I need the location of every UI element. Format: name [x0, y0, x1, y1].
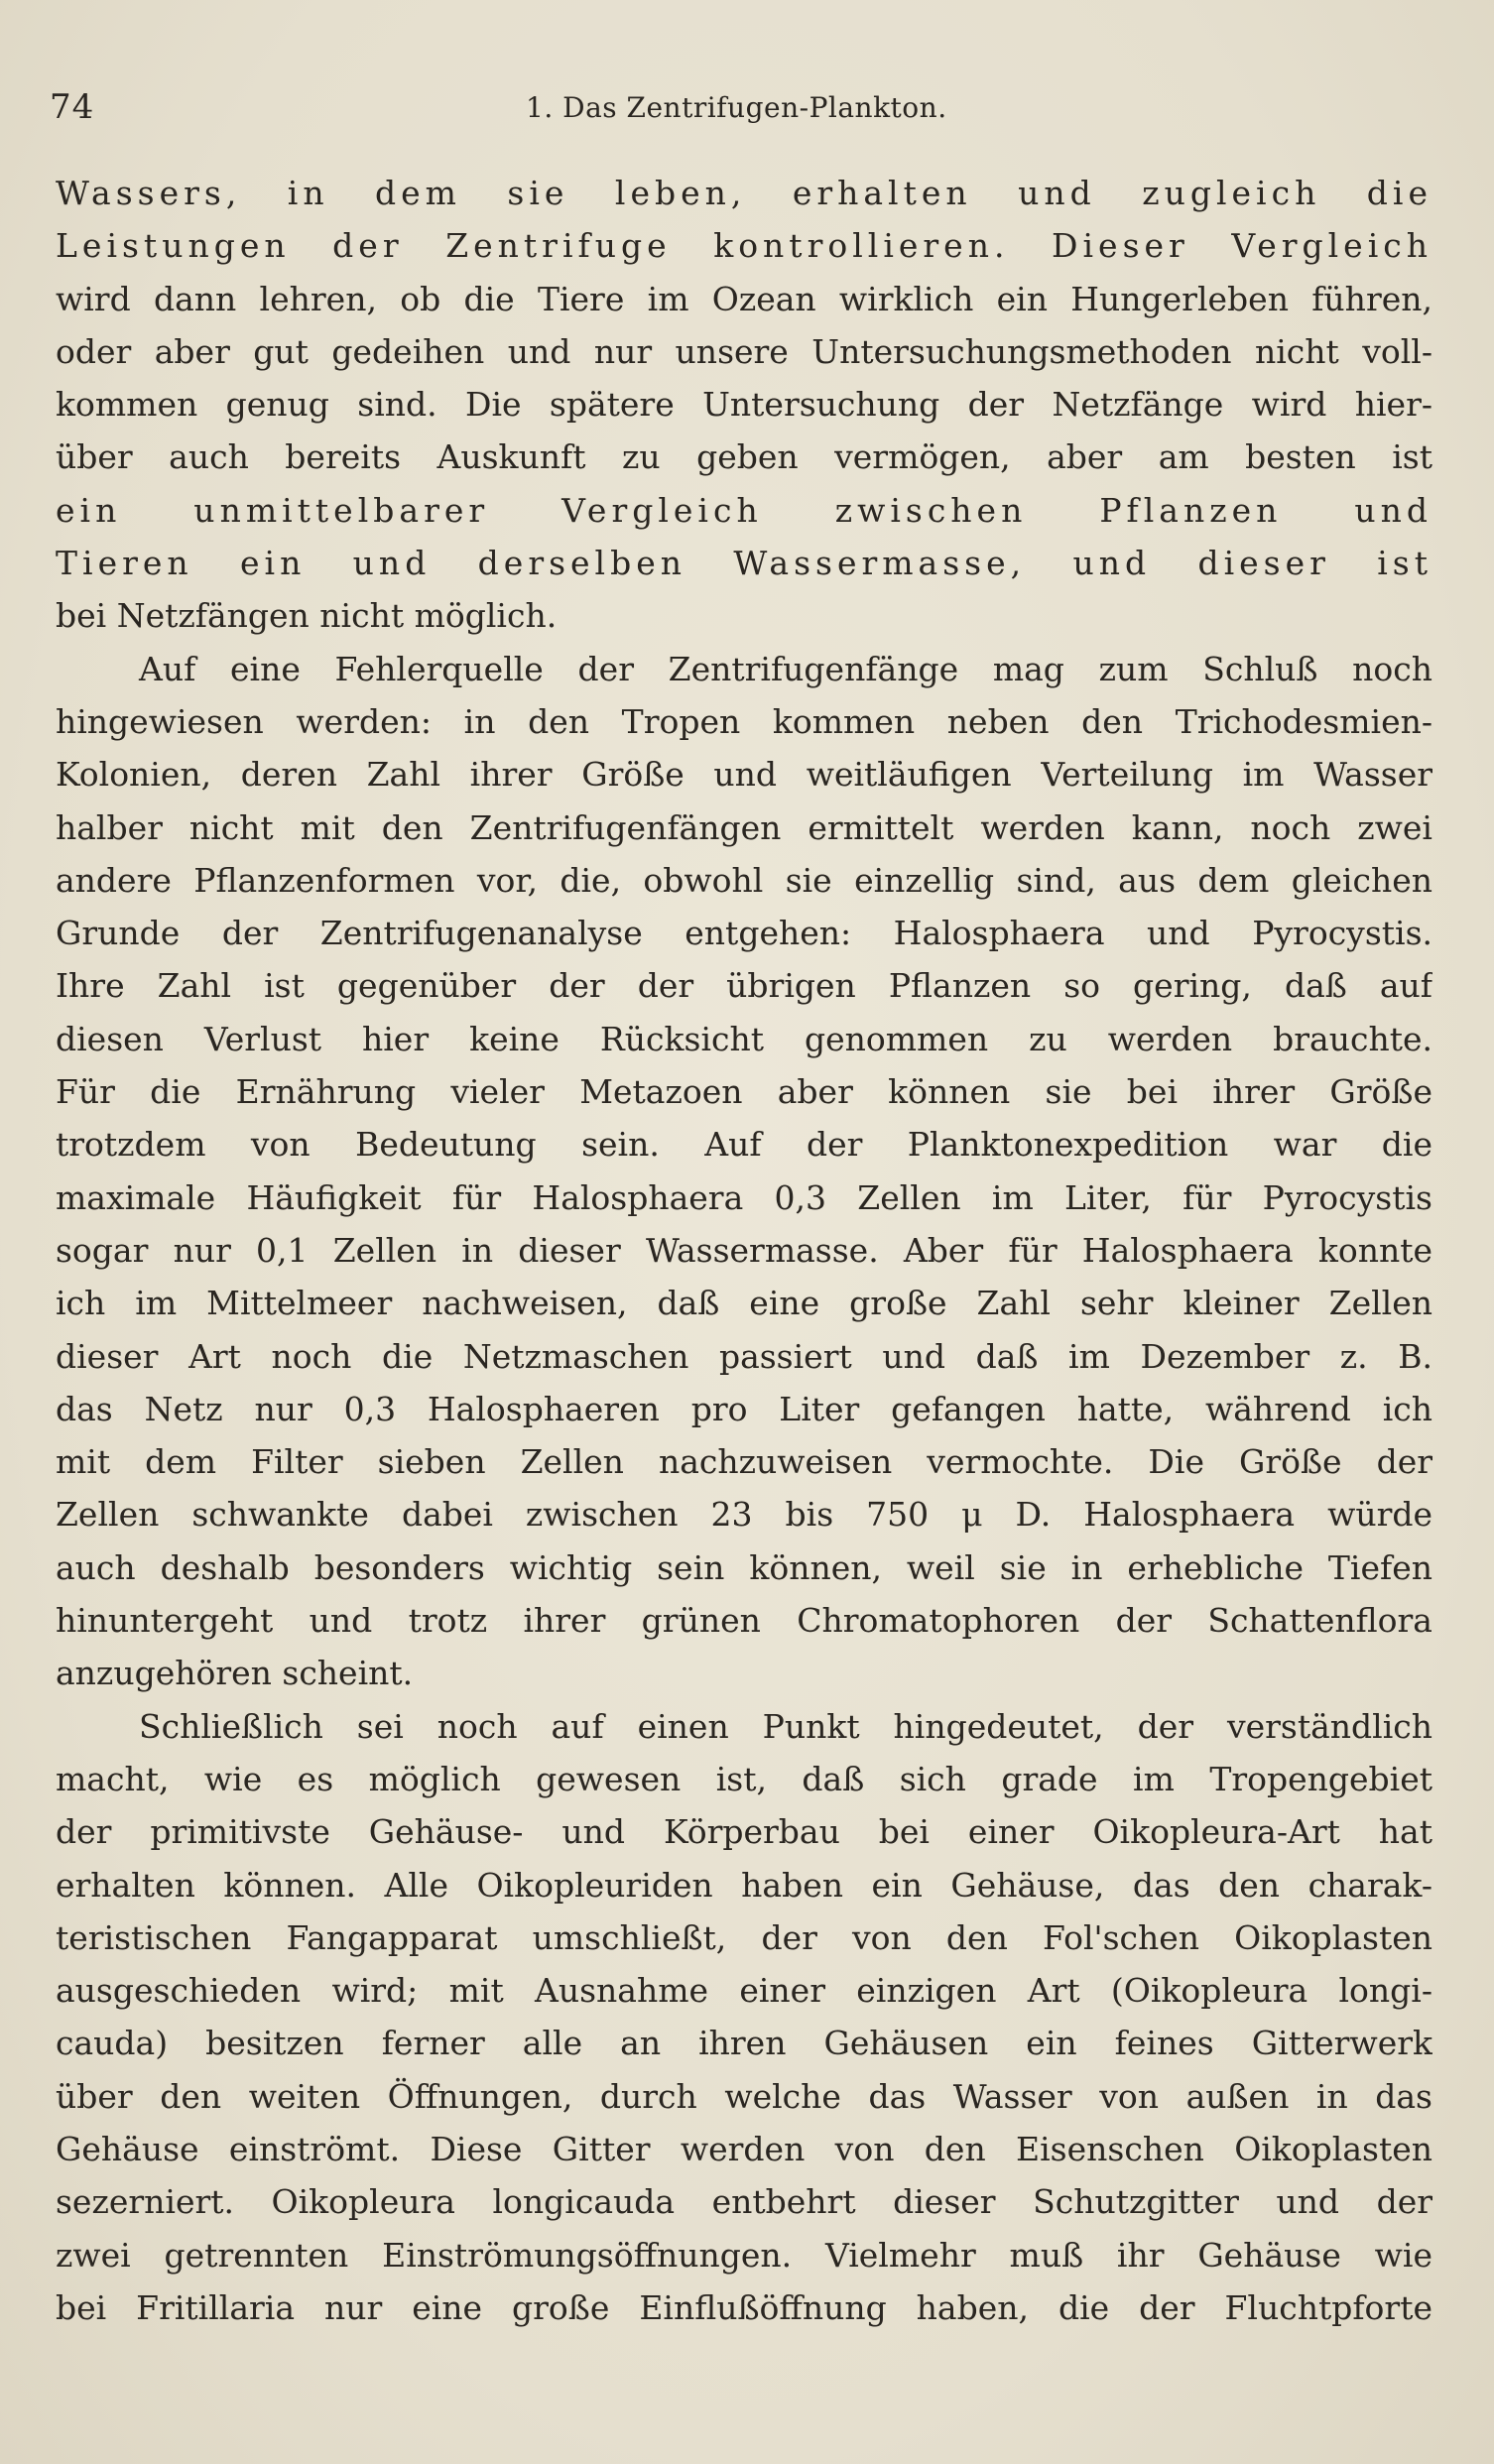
text-line: mit dem Filter sieben Zellen nachzuweisen vermochte. Die Größe der [56, 1442, 1432, 1482]
text-line: diesen Verlust hier keine Rücksicht genommen zu werden brauchte. [56, 1019, 1432, 1058]
text-line: ich im Mittelmeer nachweisen, daß eine große Zahl sehr kleiner Zellen [56, 1284, 1432, 1323]
paragraph-3 [56, 1700, 1432, 2335]
text-line: auch deshalb besonders wichtig sein können, weil sie in erhebliche Tiefen [56, 1547, 1432, 1587]
text-line: sogar nur 0,1 Zellen in dieser Wassermasse. Aber für Halosphaera konnte [56, 1230, 1432, 1270]
text-line: anzugehören scheint. [56, 1654, 414, 1693]
text-line: maximale Häufigkeit für Halosphaera 0,3 Zellen im Liter, für Pyrocystis [56, 1177, 1432, 1217]
text-line: Zellen schwankte dabei zwischen 23 bis 750 μ D. Halosphaera würde [56, 1495, 1432, 1535]
text-line: cauda) besitzen ferner alle an ihren Gehäusen ein feines Gitterwerk [56, 2024, 1432, 2063]
text-line: Für die Ernährung vieler Metazoen aber können sie bei ihrer Größe [56, 1072, 1432, 1112]
text-line: Kolonien, deren Zahl ihrer Größe und weitläufigen Verteilung im Wasser [56, 755, 1432, 795]
text-line: halber nicht mit den Zentrifugenfängen ermittelt werden kann, noch zwei [56, 807, 1432, 847]
text-line: trotzdem von Bedeutung sein. Auf der Planktonexpedition war die [56, 1125, 1432, 1165]
text-line: über den weiten Öffnungen, durch welche das Wasser von außen in das [56, 2076, 1432, 2116]
text-line: ausgeschieden wird; mit Ausnahme einer einzigen Art (Oikopleura longi- [56, 1971, 1432, 2011]
paragraph-2 [56, 643, 1432, 1700]
page-number: 74 [50, 87, 95, 127]
text-line: bei Fritillaria nur eine große Einflußöffnung haben, die der Fluchtpforte [56, 2287, 1432, 2327]
text-line: oder aber gut gedeihen und nur unsere Untersuchungsmethoden nicht voll- [56, 331, 1432, 371]
text-line: Gehäuse einströmt. Diese Gitter werden von den Eisenschen Oikoplasten [56, 2129, 1432, 2168]
text-line: über auch bereits Auskunft zu geben vermögen, aber am besten ist [56, 437, 1432, 477]
text-line: der primitivste Gehäuse- und Körperbau bei einer Oikopleura-Art hat [56, 1812, 1432, 1852]
text-line: hingewiesen werden: in den Tropen kommen neben den Trichodesmien- [56, 701, 1432, 741]
page-header [50, 87, 1438, 137]
body-text [56, 167, 1432, 2334]
running-title: 1. Das Zentrifugen-Plankton. [526, 91, 947, 124]
text-line: bei Netzfängen nicht möglich. [56, 596, 558, 636]
text-line: andere Pflanzenformen vor, die, obwohl sie einzellig sind, aus dem gleichen [56, 860, 1432, 900]
text-line: Auf eine Fehlerquelle der Zentrifugenfänge mag zum Schluß noch [139, 649, 1432, 688]
paragraph-1 [56, 167, 1432, 643]
text-line: ein unmittelbarer Vergleich zwischen Pflanzen und [56, 490, 1432, 530]
text-line: wird dann lehren, ob die Tiere im Ozean wirklich ein Hungerleben führen, [56, 279, 1432, 318]
text-line: Leistungen der Zentrifuge kontrollieren. Dieser Vergleich [56, 226, 1432, 266]
text-line: dieser Art noch die Netzmaschen passiert und daß im Dezember z. B. [56, 1336, 1432, 1376]
text-line: macht, wie es möglich gewesen ist, daß sich grade im Tropengebiet [56, 1759, 1432, 1798]
text-line: das Netz nur 0,3 Halosphaeren pro Liter gefangen hatte, während ich [56, 1389, 1432, 1428]
text-line: erhalten können. Alle Oikopleuriden haben ein Gehäuse, das den charak- [56, 1865, 1432, 1905]
text-line: sezerniert. Oikopleura longicauda entbehrt dieser Schutzgitter und der [56, 2182, 1432, 2222]
text-line: Schließlich sei noch auf einen Punkt hingedeutet, der verständlich [139, 1706, 1432, 1746]
text-line: Tieren ein und derselben Wassermasse, und dieser ist [56, 544, 1432, 583]
text-line: kommen genug sind. Die spätere Untersuchung der Netzfänge wird hier- [56, 385, 1432, 425]
text-line: Ihre Zahl ist gegenüber der der übrigen Pflanzen so gering, daß auf [56, 966, 1432, 1006]
text-line: Wassers, in dem sie leben, erhalten und zugleich die [56, 174, 1432, 212]
text-line: Grunde der Zentrifugenanalyse entgehen: Halosphaera und Pyrocystis. [56, 914, 1432, 953]
text-line: hinuntergeht und trotz ihrer grünen Chromatophoren der Schattenflora [56, 1601, 1432, 1641]
text-line: zwei getrennten Einströmungsöffnungen. Vielmehr muß ihr Gehäuse wie [56, 2235, 1432, 2275]
text-line: teristischen Fangapparat umschließt, der von den Fol'schen Oikoplasten [56, 1917, 1432, 1957]
